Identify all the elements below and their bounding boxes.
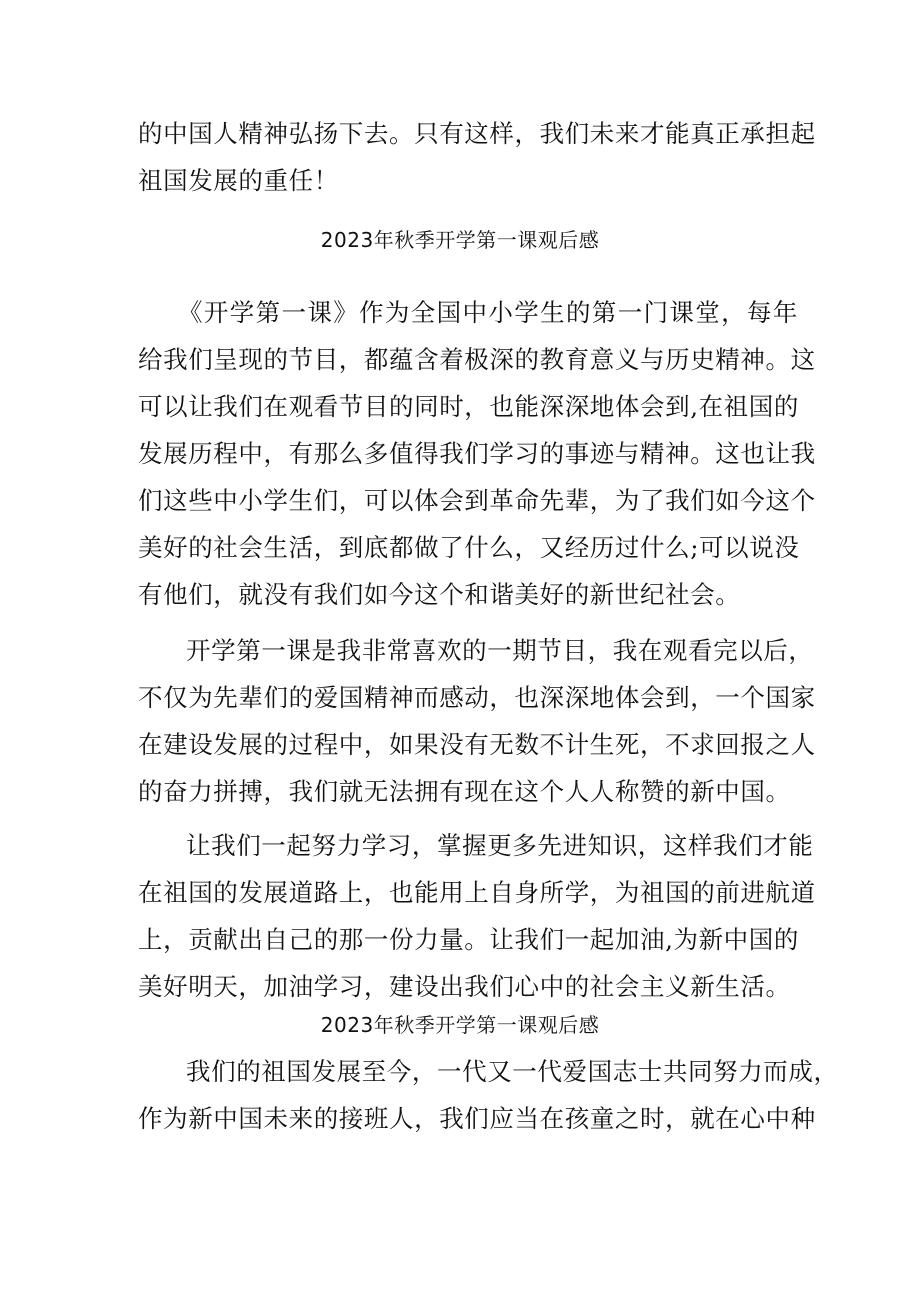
s1-p3-line-3: 上，贡献出自己的那一份力量。让我们一起加油,为新中国的 bbox=[138, 925, 799, 954]
s1-p3-line-4: 美好明天，加油学习，建设出我们心中的社会主义新生活。 bbox=[138, 972, 791, 1001]
s1-p3-line-1: 让我们一起努力学习，掌握更多先进知识，这样我们才能 bbox=[186, 831, 814, 860]
s1-p2-line-3: 在建设发展的过程中，如果没有无数不计生死，不求回报之人 bbox=[138, 730, 816, 759]
s1-p3-line-2: 在祖国的发展道路上，也能用上自身所学，为祖国的前进航道 bbox=[138, 878, 816, 907]
s1-p1-line-1: 《开学第一课》作为全国中小学生的第一门课堂，每年 bbox=[178, 298, 798, 327]
s1-p1-line-5: 们这些中小学生们，可以体会到革命先辈，为了我们如今这个 bbox=[138, 486, 816, 515]
s1-p2-line-4: 的奋力拼搏，我们就无法拥有现在这个人人称赞的新中国。 bbox=[138, 777, 791, 806]
s1-p1-line-6: 美好的社会生活，到底都做了什么，又经历过什么;可以说没 bbox=[138, 533, 800, 562]
section-2-title: 2023年秋季开学第一课观后感 bbox=[320, 1013, 600, 1037]
s2-p1-line-1: 我们的祖国发展至今，一代又一代爱国志士共同努力而成， bbox=[186, 1057, 839, 1086]
s1-p2-line-2: 不仅为先辈们的爱国精神而感动，也深深地体会到，一个国家 bbox=[138, 683, 816, 712]
s1-p1-line-7: 有他们，就没有我们如今这个和谐美好的新世纪社会。 bbox=[138, 580, 741, 609]
section-1-title: 2023年秋季开学第一课观后感 bbox=[320, 228, 600, 252]
intro-line-1: 的中国人精神弘扬下去。只有这样，我们未来才能真正承担起 bbox=[138, 119, 816, 148]
s1-p1-line-2: 给我们呈现的节目，都蕴含着极深的教育意义与历史精神。这 bbox=[138, 345, 816, 374]
s1-p2-line-1: 开学第一课是我非常喜欢的一期节目，我在观看完以后， bbox=[186, 636, 814, 665]
s2-p1-line-2: 作为新中国未来的接班人，我们应当在孩童之时，就在心中种 bbox=[138, 1104, 816, 1133]
intro-line-2: 祖国发展的重任！ bbox=[138, 166, 339, 195]
s1-p1-line-4: 发展历程中，有那么多值得我们学习的事迹与精神。这也让我 bbox=[138, 439, 816, 468]
s1-p1-line-3: 可以让我们在观看节目的同时，也能深深地体会到,在祖国的 bbox=[138, 392, 799, 421]
